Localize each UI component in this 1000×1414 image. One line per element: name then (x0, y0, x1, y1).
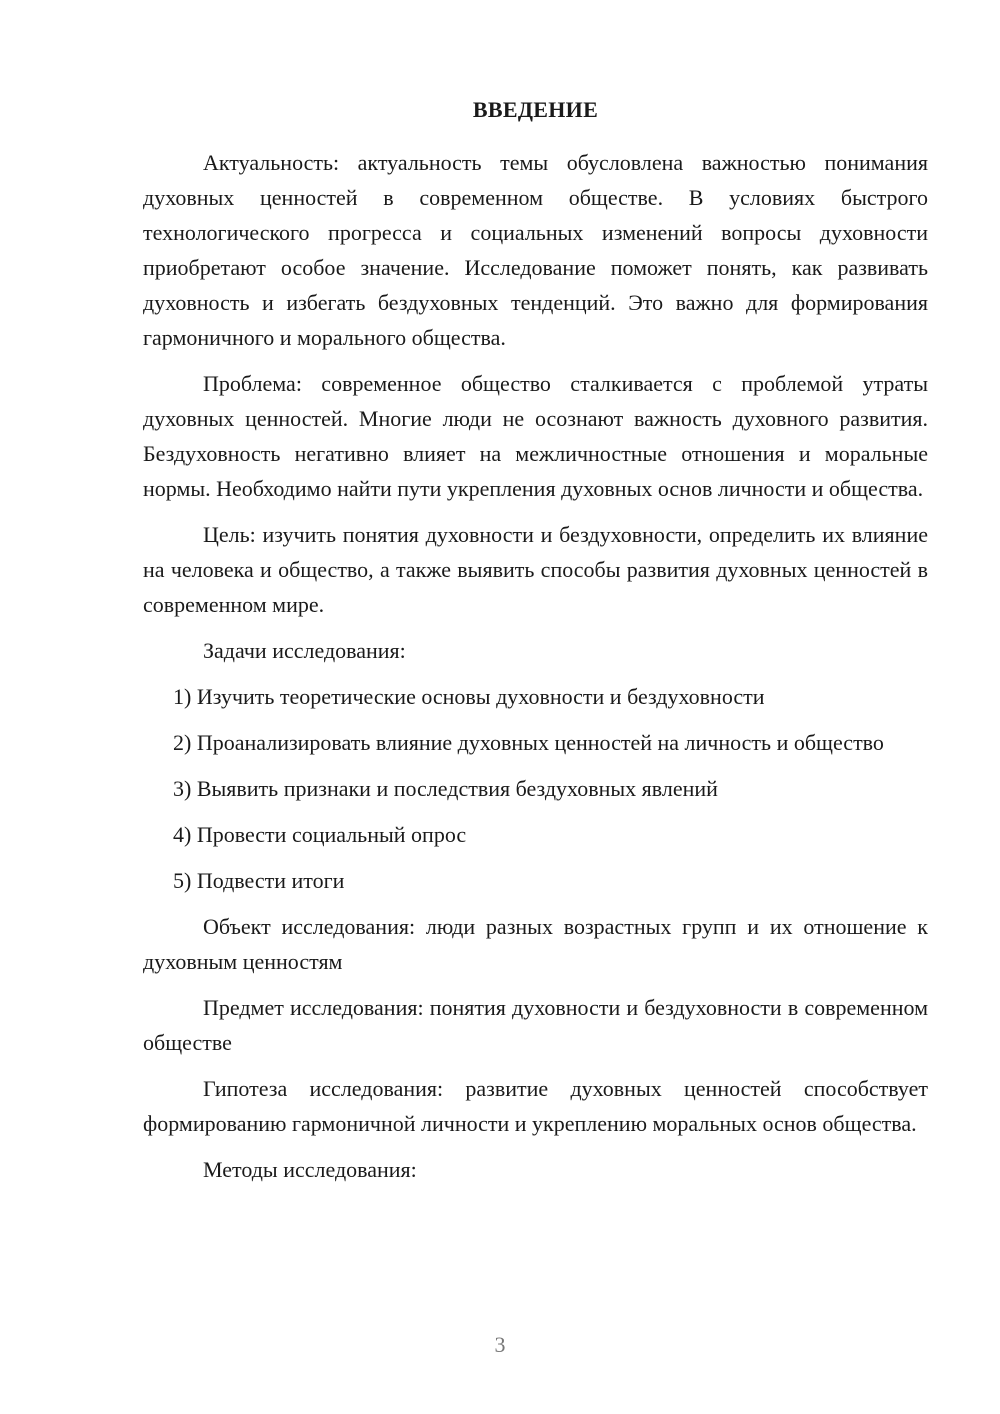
problem-paragraph: Проблема: современное общество сталкивается с проблемой утраты духовных ценностей. Многие люди не осознают важность духовного развития. Бездуховность негативно влияет на межличностные отношения и моральные нормы. Необходимо найти пути укрепления духовных основ личности и общества. (143, 371, 928, 501)
list-item: 1) Изучить теоретические основы духовности и бездуховности (173, 684, 765, 709)
relevance-paragraph: Актуальность: актуальность темы обусловлена важностью понимания духовных ценностей в современном обществе. В условиях быстрого технологического прогресса и социальных изменений вопросы духовности приобретают особое значение. Исследование поможет понять, как развивать духовность и избегать бездуховных тенденций. Это важно для формирования гармоничного и морального общества. (143, 150, 928, 350)
document-page (143, 95, 928, 1198)
tasks-list (143, 679, 928, 898)
methods-paragraph: Методы исследования: (203, 1157, 417, 1182)
subject-paragraph: Предмет исследования: понятия духовности и бездуховности в современном обществе (143, 995, 928, 1055)
object-paragraph: Объект исследования: люди разных возрастных групп и их отношение к духовным ценностям (143, 914, 928, 974)
list-item: 4) Провести социальный опрос (173, 822, 467, 847)
hypothesis-paragraph: Гипотеза исследования: развитие духовных ценностей способствует формированию гармоничной личности и укреплению моральных основ общества. (143, 1076, 928, 1136)
list-item: 2) Проанализировать влияние духовных ценностей на личность и общество (173, 730, 884, 755)
list-item: 5) Подвести итоги (173, 868, 345, 893)
goal-paragraph: Цель: изучить понятия духовности и бездуховности, определить их влияние на человека и общество, а также выявить способы развития духовных ценностей в современном мире. (143, 522, 928, 617)
tasks-intro: Задачи исследования: (203, 638, 406, 663)
list-item: 3) Выявить признаки и последствия бездуховных явлений (173, 776, 718, 801)
page-number: 3 (494, 1332, 506, 1357)
document-heading: ВВЕДЕНИЕ (472, 97, 599, 122)
